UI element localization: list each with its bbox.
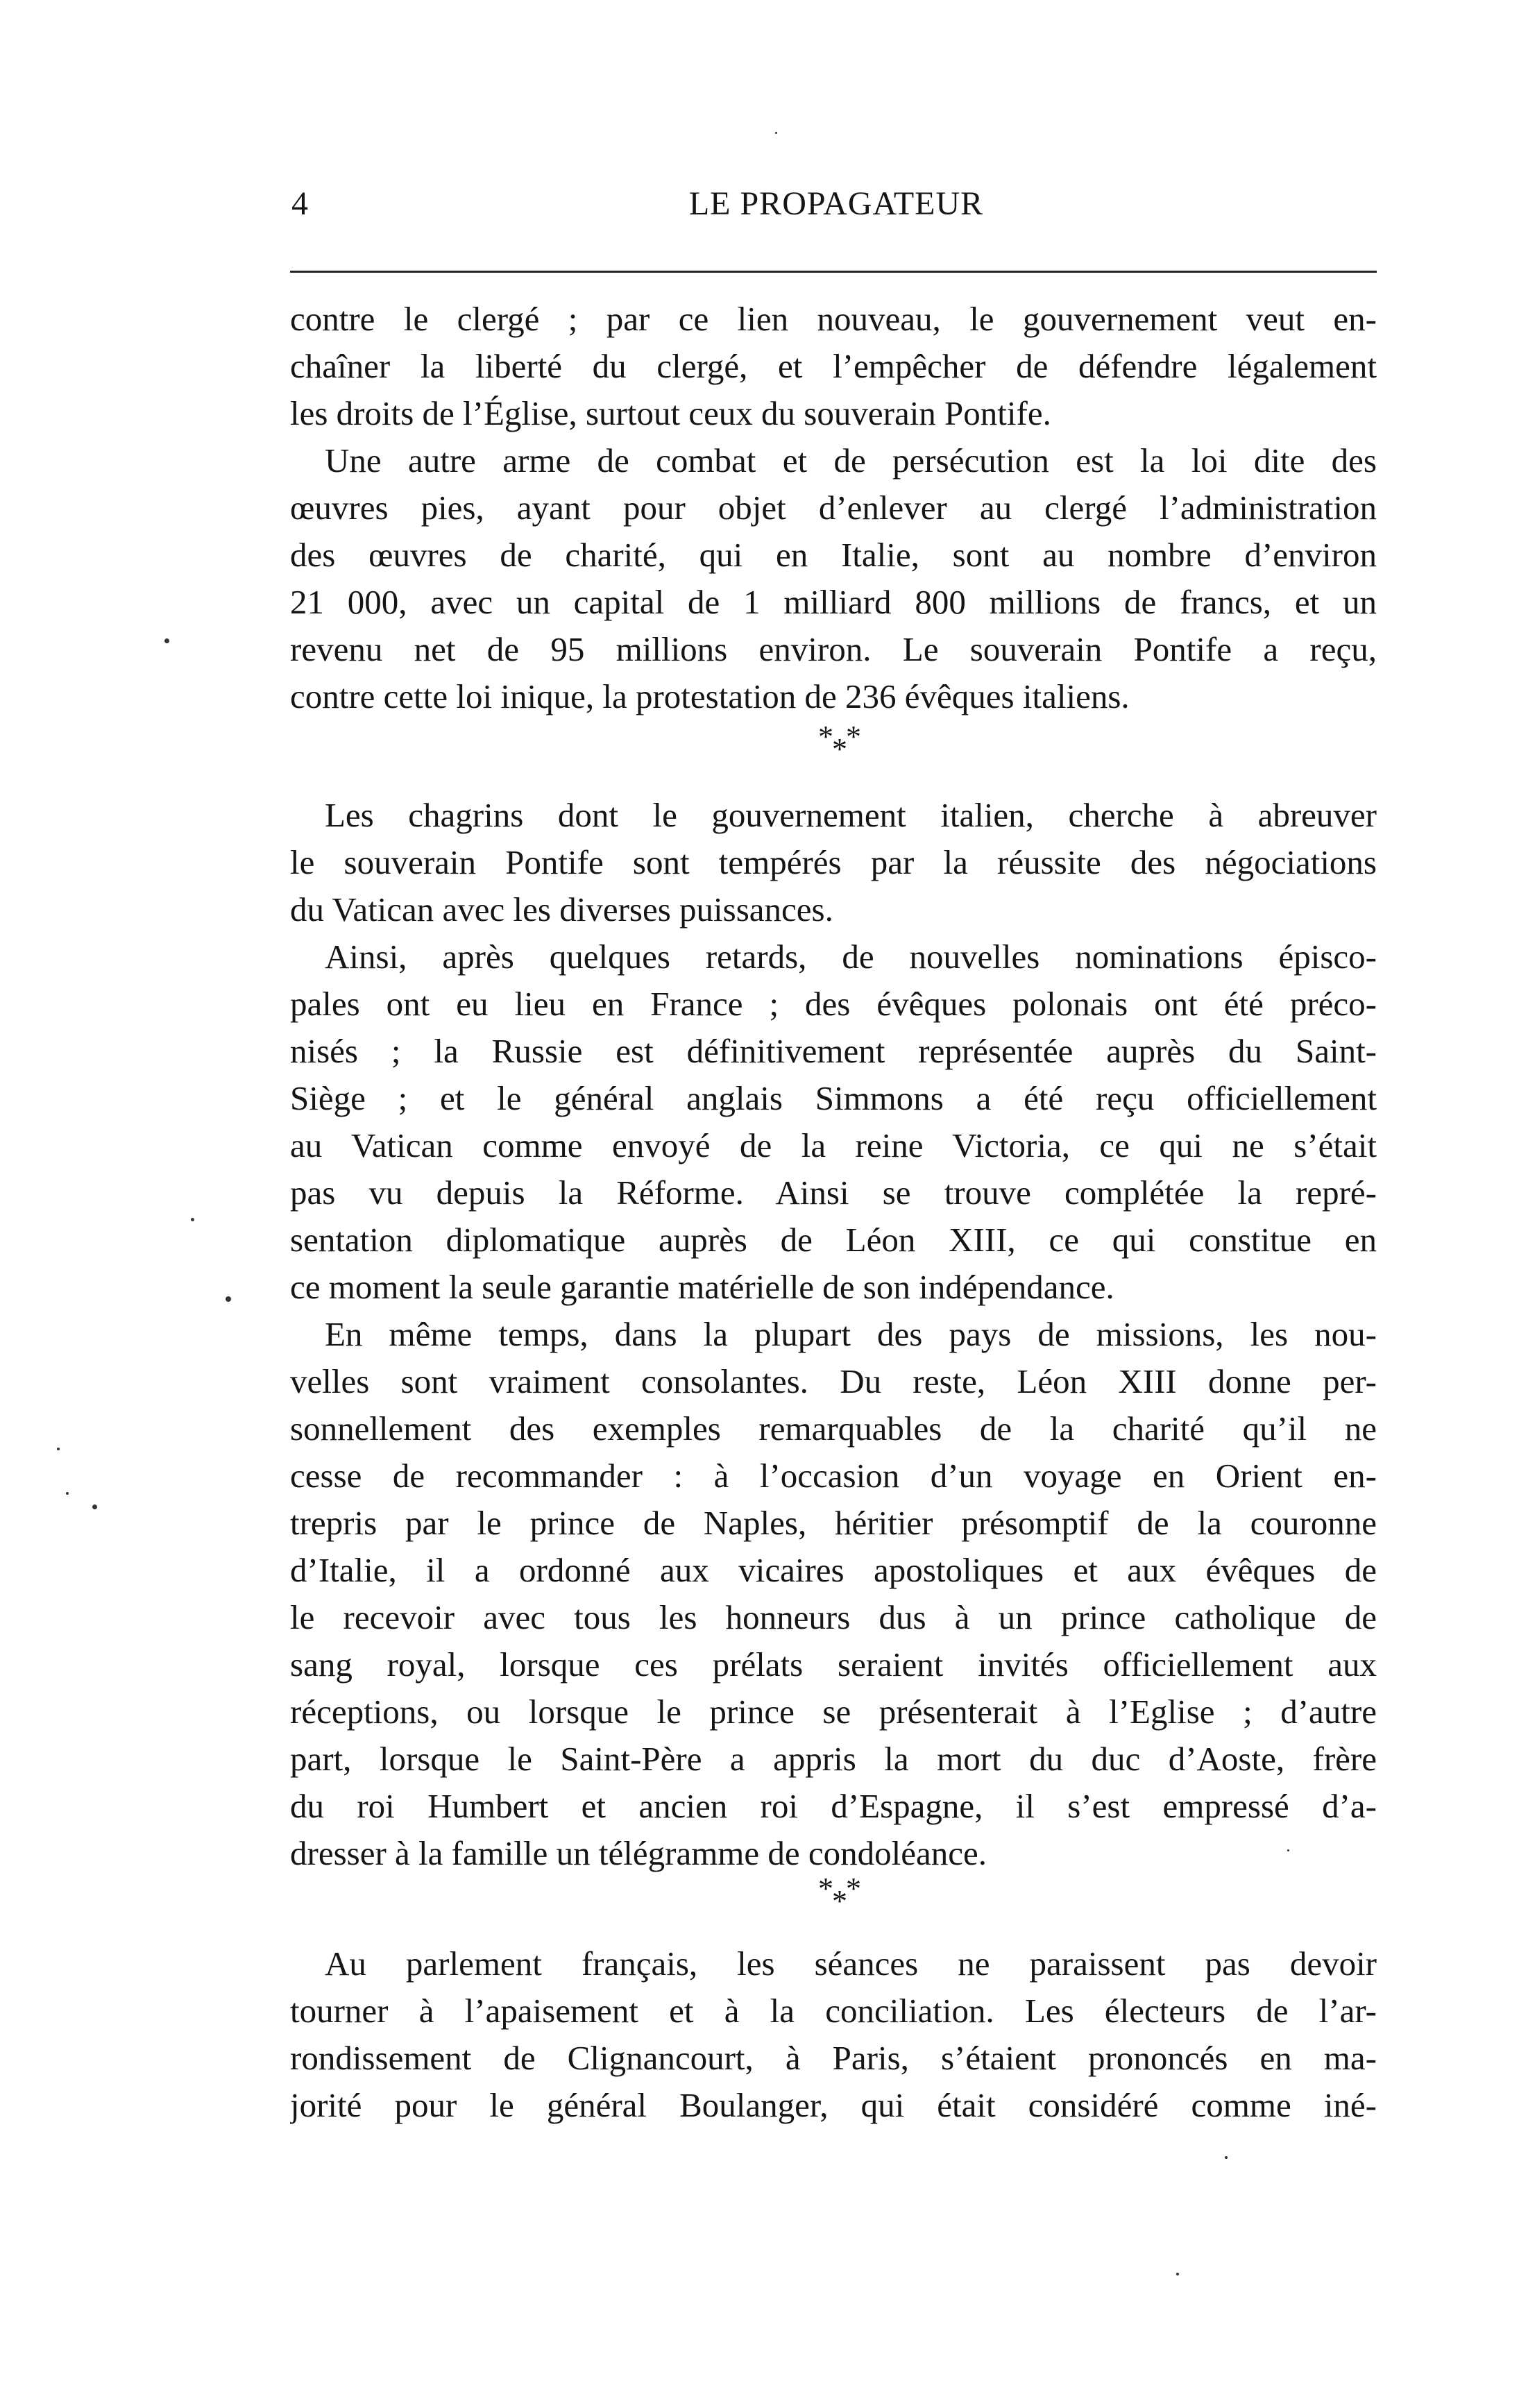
text-line: sentation diplomatique auprès de Léon XIII, ce qui constitue en bbox=[290, 1221, 1377, 1259]
text-line: revenu net de 95 millions environ. Le souverain Pontife a reçu, bbox=[290, 630, 1377, 668]
text-line: au Vatican comme envoyé de la reine Victoria, ce qui ne s’était bbox=[290, 1126, 1377, 1164]
text-line: En même temps, dans la plupart des pays de missions, les nou- bbox=[325, 1315, 1377, 1353]
text-line: pas vu depuis la Réforme. Ainsi se trouve complétée la repré- bbox=[290, 1173, 1377, 1212]
text-line: contre cette loi inique, la protestation de 236 évêques italiens. bbox=[290, 677, 1130, 715]
text-line: du Vatican avec les diverses puissances. bbox=[290, 890, 833, 929]
scan-speck bbox=[1176, 2273, 1179, 2275]
text-line: 21 000, avec un capital de 1 milliard 800 millions de francs, et un bbox=[290, 583, 1377, 621]
text-line: part, lorsque le Saint-Père a appris la mort du duc d’Aoste, frère bbox=[290, 1740, 1377, 1778]
section-break-asterism: *** bbox=[818, 720, 861, 766]
text-line: Une autre arme de combat et de persécution est la loi dite des bbox=[325, 441, 1377, 480]
text-line: contre le clergé ; par ce lien nouveau, le gouvernement veut en- bbox=[290, 300, 1377, 338]
section-break-asterism: *** bbox=[818, 1872, 861, 1918]
text-line: pales ont eu lieu en France ; des évêques polonais ont été préco- bbox=[290, 985, 1377, 1023]
text-line: le recevoir avec tous les honneurs dus à un prince catholique de bbox=[290, 1598, 1377, 1636]
text-line: velles sont vraiment consolantes. Du reste, Léon XIII donne per- bbox=[290, 1362, 1377, 1400]
text-line: sang royal, lorsque ces prélats seraient invités officiellement aux bbox=[290, 1645, 1377, 1684]
text-line: rondissement de Clignancourt, à Paris, s’étaient prononcés en ma- bbox=[290, 2039, 1377, 2077]
scan-speck bbox=[57, 1448, 60, 1450]
text-line: Ainsi, après quelques retards, de nouvelles nominations épisco- bbox=[325, 938, 1377, 976]
scan-speck bbox=[191, 1218, 194, 1221]
text-line: des œuvres de charité, qui en Italie, sont au nombre d’environ bbox=[290, 536, 1377, 574]
text-line: Siège ; et le général anglais Simmons a été reçu officiellement bbox=[290, 1079, 1377, 1117]
scan-speck bbox=[1225, 2156, 1228, 2159]
text-line: œuvres pies, ayant pour objet d’enlever au clergé l’administration bbox=[290, 489, 1377, 527]
text-line: dresser à la famille un télégramme de condoléance. bbox=[290, 1834, 987, 1872]
text-line: Au parlement français, les séances ne paraissent pas devoir bbox=[325, 1944, 1377, 1983]
text-line: ce moment la seule garantie matérielle de son indépendance. bbox=[290, 1268, 1114, 1306]
running-title: LE PROPAGATEUR bbox=[688, 185, 984, 222]
scan-speck bbox=[1287, 1849, 1289, 1851]
header-rule bbox=[290, 271, 1377, 273]
scan-speck bbox=[775, 132, 777, 134]
text-line: chaîner la liberté du clergé, et l’empêcher de défendre légalement bbox=[290, 347, 1377, 385]
scan-speck bbox=[66, 1492, 69, 1495]
text-line: du roi Humbert et ancien roi d’Espagne, il s’est empressé d’a- bbox=[290, 1787, 1377, 1825]
scan-speck bbox=[226, 1296, 231, 1302]
text-line: sonnellement des exemples remarquables de la charité qu’il ne bbox=[290, 1409, 1377, 1448]
text-line: Les chagrins dont le gouvernement italien, cherche à abreuver bbox=[325, 796, 1377, 834]
text-line: tourner à l’apaisement et à la conciliation. Les électeurs de l’ar- bbox=[290, 1992, 1377, 2030]
text-line: trepris par le prince de Naples, héritier présomptif de la couronne bbox=[290, 1504, 1377, 1542]
scan-speck bbox=[92, 1504, 97, 1509]
text-line: jorité pour le général Boulanger, qui était considéré comme iné- bbox=[290, 2086, 1377, 2124]
text-line: cesse de recommander : à l’occasion d’un voyage en Orient en- bbox=[290, 1457, 1377, 1495]
text-line: les droits de l’Église, surtout ceux du souverain Pontife. bbox=[290, 394, 1051, 432]
text-line: réceptions, ou lorsque le prince se présenterait à l’Eglise ; d’autre bbox=[290, 1693, 1377, 1731]
text-line: d’Italie, il a ordonné aux vicaires apostoliques et aux évêques de bbox=[290, 1551, 1377, 1589]
scan-speck bbox=[164, 638, 169, 643]
page-number: 4 bbox=[291, 185, 308, 222]
text-line: nisés ; la Russie est définitivement représentée auprès du Saint- bbox=[290, 1032, 1377, 1070]
text-line: le souverain Pontife sont tempérés par la réussite des négociations bbox=[290, 843, 1377, 881]
